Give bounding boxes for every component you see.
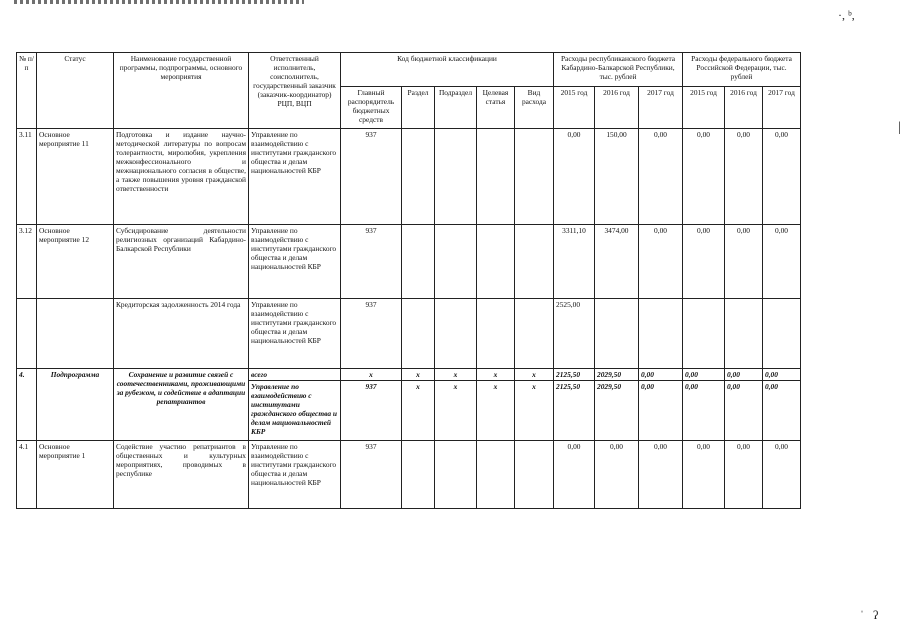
row-kbk-x: x — [515, 369, 554, 381]
budget-table — [16, 52, 801, 509]
row-fed-2017: 0,00 — [763, 369, 801, 381]
row-rep-2015: 3311,10 — [554, 225, 595, 299]
row-fed-2016: 0,00 — [725, 381, 763, 441]
header-grbs: Главный распорядитель бюджетных средств — [341, 87, 402, 129]
scan-artifact — [14, 0, 304, 4]
header-kbk: Код бюджетной классификации — [341, 53, 554, 87]
row-responsible: Управление по взаимодействию с институтами гражданского общества и делам национальностей КБР — [249, 225, 341, 299]
header-num: № п/п — [17, 53, 37, 129]
row-rep-2016: 2029,50 — [595, 381, 639, 441]
table-row — [17, 225, 801, 299]
row-rep-2017: 0,00 — [639, 369, 683, 381]
header-section: Раздел — [402, 87, 435, 129]
row-rep-2017: 0,00 — [639, 129, 683, 225]
row-rep-2015: 0,00 — [554, 441, 595, 509]
row-num: 3.12 — [17, 225, 37, 299]
row-grbs: 937 — [341, 381, 402, 441]
row-responsible: Управление по взаимодействию с институтами гражданского общества и делам национальностей КБР — [249, 129, 341, 225]
row-kbk-x: x — [515, 381, 554, 441]
row-name: Кредиторская задолженность 2014 года — [114, 299, 249, 369]
header-rep-budget: Расходы республиканского бюджета Кабардино-Балкарской Республики, тыс. рублей — [554, 53, 683, 87]
row-kbk-x: x — [477, 369, 515, 381]
row-status: Основное мероприятие 1 — [37, 441, 114, 509]
header-year: 2016 год — [725, 87, 763, 129]
row-grbs: 937 — [341, 299, 402, 369]
row-fed-2016: 0,00 — [725, 369, 763, 381]
row-num: 3.11 — [17, 129, 37, 225]
row-fed-2017: 0,00 — [763, 441, 801, 509]
row-num: 4. — [17, 369, 37, 441]
row-fed-2015: 0,00 — [683, 369, 725, 381]
row-kbk-x: x — [435, 381, 477, 441]
row-fed-2017: 0,00 — [763, 225, 801, 299]
row-responsible: Управление по взаимодействию с институтами гражданского общества и делам национальностей КБР — [249, 381, 341, 441]
row-grbs: 937 — [341, 441, 402, 509]
row-kbk-x: x — [341, 369, 402, 381]
row-responsible: Управление по взаимодействию с институтами гражданского общества и делам национальностей КБР — [249, 299, 341, 369]
row-rep-2015: 0,00 — [554, 129, 595, 225]
header-responsible: Ответственный исполнитель, соисполнитель, государственный заказчик (заказчик-координатор) РЦП, ВЦП — [249, 53, 341, 129]
row-fed-2017: 0,00 — [763, 129, 801, 225]
header-year: 2015 год — [683, 87, 725, 129]
row-status: Подпрограмма — [37, 369, 114, 441]
header-name: Наименование государственной программы, подпрограммы, основного мероприятия — [114, 53, 249, 129]
row-rep-2016: 2029,50 — [595, 369, 639, 381]
row-fed-2015: 0,00 — [683, 441, 725, 509]
table-row — [17, 129, 801, 225]
row-fed-2016: 0,00 — [725, 129, 763, 225]
row-fed-2016: 0,00 — [725, 441, 763, 509]
row-name: Содействие участию репатриантов в общественных и культурных мероприятиях, проводимых в республике — [114, 441, 249, 509]
row-kbk-x: x — [477, 381, 515, 441]
table-row — [17, 369, 801, 381]
row-status: Основное мероприятие 11 — [37, 129, 114, 225]
row-fed-2016: 0,00 — [725, 225, 763, 299]
row-num: 4.1 — [17, 441, 37, 509]
row-kbk-x: x — [402, 369, 435, 381]
row-fed-2015: 0,00 — [683, 129, 725, 225]
scan-speck: ·, ᵇ, — [838, 8, 855, 22]
scan-speck: ˈ ʔ — [860, 608, 879, 622]
row-status: Основное мероприятие 12 — [37, 225, 114, 299]
row-name: Подготовка и издание научно-методической литературы по вопросам толерантности, миролюбия, укрепления межконфессионального и межнационального согласия в обществе, а также повышения уровня гражданской ответственности — [114, 129, 249, 225]
scan-speck: | — [898, 120, 901, 135]
row-rep-2015: 2125,50 — [554, 369, 595, 381]
row-rep-2017: 0,00 — [639, 225, 683, 299]
header-target-item: Целевая статья — [477, 87, 515, 129]
row-rep-2015: 2525,00 — [554, 299, 595, 369]
row-fed-2015: 0,00 — [683, 381, 725, 441]
row-grbs: 937 — [341, 225, 402, 299]
row-responsible-total: всего — [249, 369, 341, 381]
header-year: 2016 год — [595, 87, 639, 129]
header-year: 2017 год — [639, 87, 683, 129]
header-year: 2015 год — [554, 87, 595, 129]
row-kbk-x: x — [402, 381, 435, 441]
row-rep-2017: 0,00 — [639, 381, 683, 441]
row-rep-2016: 0,00 — [595, 441, 639, 509]
row-rep-2016: 3474,00 — [595, 225, 639, 299]
row-responsible: Управление по взаимодействию с институтами гражданского общества и делам национальностей КБР — [249, 441, 341, 509]
header-subsection: Подраздел — [435, 87, 477, 129]
header-year: 2017 год — [763, 87, 801, 129]
row-name: Субсидирование деятельности религиозных организаций Кабардино-Балкарской Республики — [114, 225, 249, 299]
header-fed-budget: Расходы федерального бюджета Российской Федерации, тыс. рублей — [683, 53, 801, 87]
budget-table-wrapper — [16, 52, 801, 509]
row-fed-2015: 0,00 — [683, 225, 725, 299]
row-grbs: 937 — [341, 129, 402, 225]
header-status: Статус — [37, 53, 114, 129]
row-rep-2017: 0,00 — [639, 441, 683, 509]
header-expense-type: Вид расхода — [515, 87, 554, 129]
row-kbk-x: x — [435, 369, 477, 381]
table-row — [17, 299, 801, 369]
row-name: Сохранение и развитие связей с соотечественниками, проживающими за рубежом, и содействие в адаптации репатриантов — [114, 369, 249, 441]
table-row — [17, 441, 801, 509]
row-fed-2017: 0,00 — [763, 381, 801, 441]
row-rep-2015: 2125,50 — [554, 381, 595, 441]
row-rep-2016: 150,00 — [595, 129, 639, 225]
